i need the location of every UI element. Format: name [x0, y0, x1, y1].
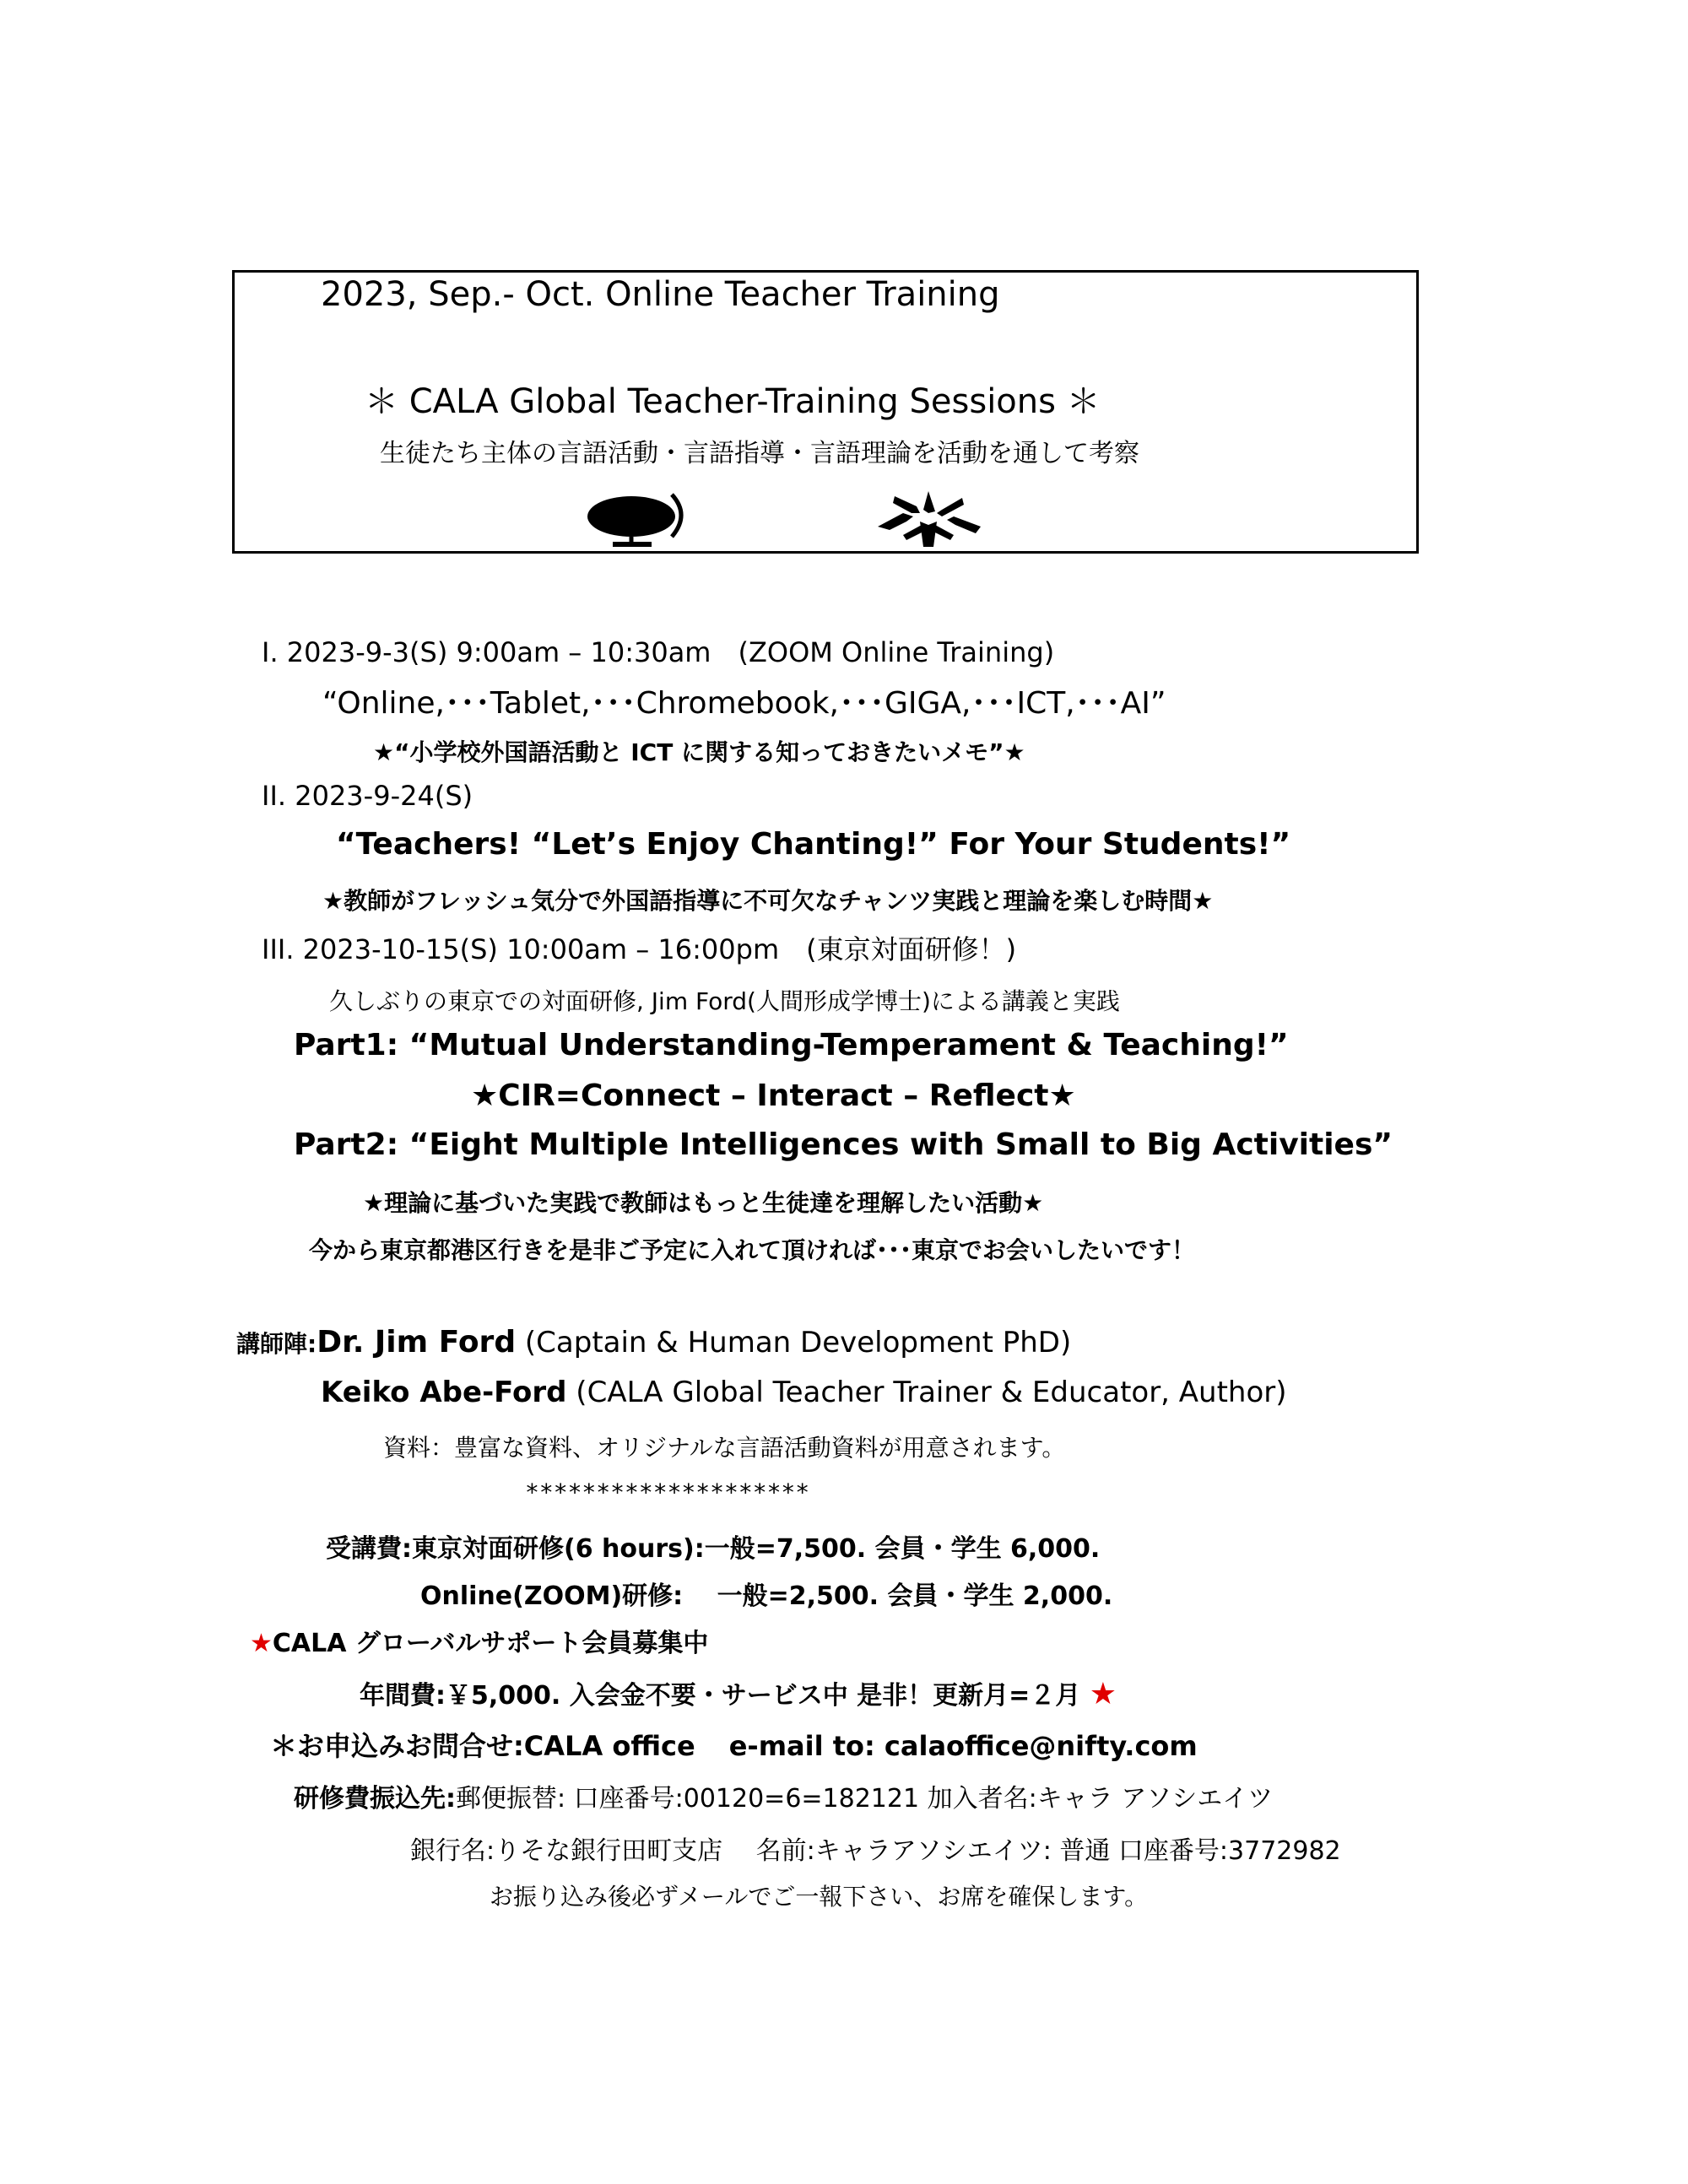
materials-note: 資料：豊富な資料、オリジナルな言語活動資料が用意されます。 [383, 1434, 1066, 1462]
postal-label: 研修費振込先: [294, 1784, 456, 1814]
instructor-name-2: Keiko Abe-Ford [321, 1376, 567, 1409]
session2-note: ★教師がフレッシュ気分で外国語指導に不可欠なチャンツ実践と理論を楽しむ時間★ [322, 887, 1214, 915]
session3-intro: 久しぶりの東京での対面研修, Jim Ford(人間形成学博士)による講義と実践 [329, 987, 1120, 1015]
fee-line-2: Online(ZOOM)研修: 一般=2,500. 会員・学生 2,000. [420, 1581, 1113, 1611]
fee-line-1: 受講費:東京対面研修(6 hours):一般=7,500. 会員・学生 6,000. [326, 1534, 1101, 1564]
red-star-icon: ★ [250, 1629, 273, 1658]
membership-title-line [250, 1622, 708, 1659]
session2-heading: II. 2023-9-24(S) [262, 780, 473, 812]
instructor-line-2 [321, 1376, 1287, 1409]
session1-topic: “Online,･･･Tablet,･･･Chromebook,･･･GIGA,･･･ICT,･･･AI” [322, 686, 1166, 721]
divider-asterisks: ******************** [525, 1479, 810, 1506]
session2-topic: “Teachers! “Let’s Enjoy Chanting!” For Your Students!” [336, 827, 1291, 862]
session1-heading: I. 2023-9-3(S) 9:00am – 10:30am (ZOOM Online Training) [262, 636, 1055, 668]
session3-part2: Part2: “Eight Multiple Intelligences with Small to Big Activities” [294, 1127, 1393, 1162]
instructor-line-1 [236, 1325, 1071, 1360]
red-star-icon: ★ [1089, 1677, 1117, 1711]
membership-annual-line [360, 1674, 1117, 1711]
session3-cir: ★CIR=Connect – Interact – Reflect★ [471, 1078, 1076, 1113]
header-subtitle: ＊ CALA Global Teacher-Training Sessions ＊ [365, 382, 1101, 421]
membership-title: CALA グローバルサポート会員募集中 [272, 1629, 709, 1658]
session3-note: ★理論に基づいた実践で教師はもっと生徒達を理解したい活動★ [363, 1189, 1044, 1217]
instructor-name-1: Dr. Jim Ford [316, 1325, 517, 1360]
globe-icon [581, 489, 695, 549]
instructor-desc-2: (CALA Global Teacher Trainer & Educator, Author) [566, 1376, 1287, 1409]
session1-note: ★“小学校外国語活動と ICT に関する知っておきたいメモ”★ [373, 738, 1025, 766]
instructor-desc-1: (Captain & Human Development PhD) [516, 1326, 1072, 1360]
session3-part1: Part1: “Mutual Understanding-Temperament & Teaching!” [294, 1028, 1289, 1062]
header-title: 2023, Sep.- Oct. Online Teacher Training [321, 275, 1000, 314]
session3-heading: III. 2023-10-15(S) 10:00am – 16:00pm (東京対面研修！) [262, 933, 1017, 965]
postal-detail: 郵便振替: 口座番号:00120=6=182121 加入者名:キャラ アソシエイツ [456, 1784, 1274, 1814]
bank-line: 銀行名:りそな銀行田町支店 名前:キャラアソシエイツ: 普通 口座番号:3772982 [410, 1836, 1341, 1866]
instructors-label: 講師陣: [236, 1330, 317, 1358]
contact-label: ＊お申込みお問合せ:CALA office [270, 1730, 695, 1762]
contact-email[interactable]: e-mail to: calaoffice@nifty.com [728, 1730, 1198, 1762]
membership-annual: 年間費:￥5,000. 入会金不要・サービス中 是非！更新月=２月 [360, 1681, 1090, 1711]
hands-circle-icon [869, 488, 987, 550]
contact-line [270, 1725, 1198, 1764]
postal-transfer-line [294, 1777, 1273, 1814]
payment-note: お振り込み後必ずメールでご一報下さい、お席を確保します。 [490, 1883, 1149, 1911]
header-tagline: 生徒たち主体の言語活動・言語指導・言語理論を活動を通して考察 [380, 439, 1139, 468]
session3-invite: 今から東京都港区行きを是非ご予定に入れて頂ければ･･･東京でお会いしたいです！ [309, 1236, 1196, 1264]
